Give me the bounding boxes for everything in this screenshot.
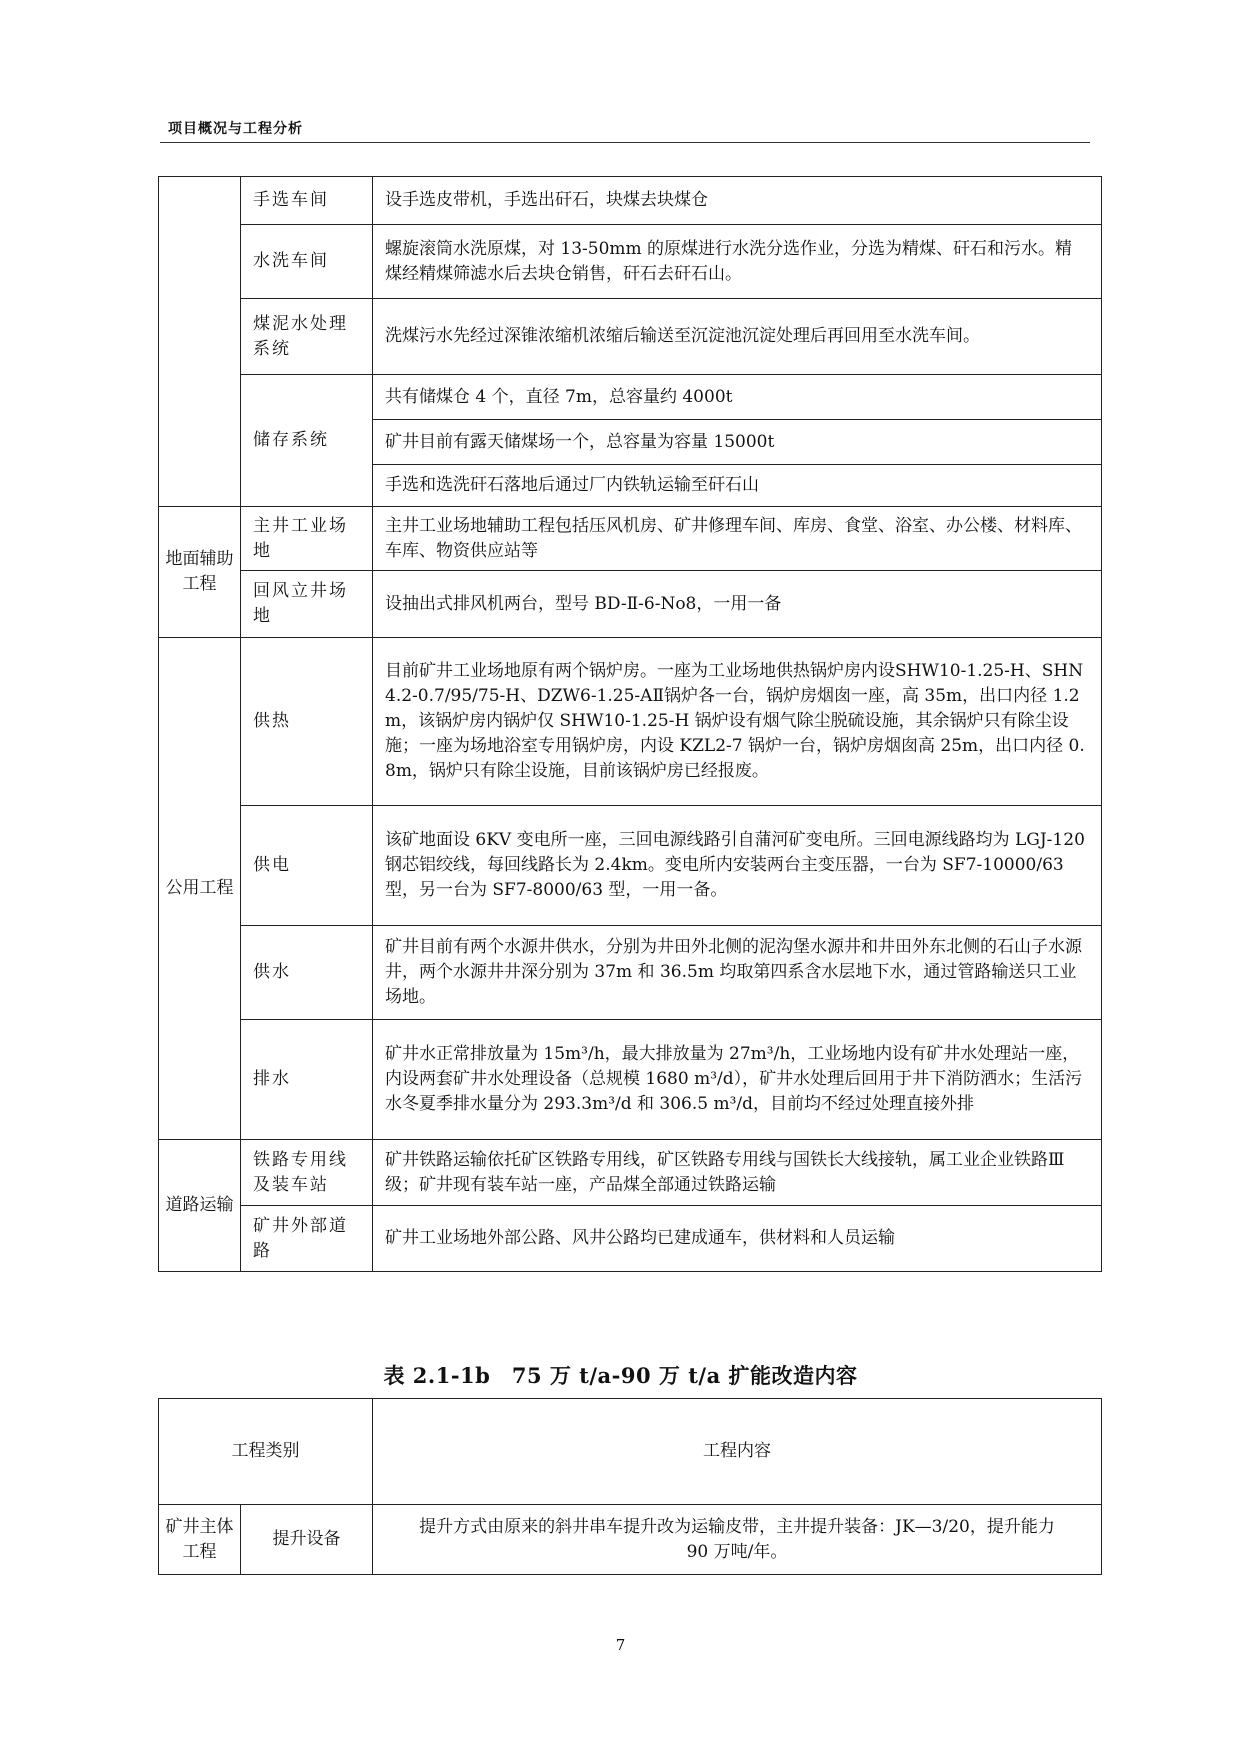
subcategory-cell: 煤泥水处理系统: [241, 299, 373, 375]
content-cell: 目前矿井工业场地原有两个锅炉房。一座为工业场地供热锅炉房内设SHW10-1.25-H、SHN4.2-0.7/95/75-H、DZW6-1.25-AⅡ锅炉各一台，锅炉房烟囱一座，高 35m，出口内径 1.2m，该锅炉房内锅炉仅 SHW10-1.25-H 锅炉设有烟气除尘脱硫设施，其余锅炉只有除尘设施；一座为场地浴室专用锅炉房，内设 KZL2-7 锅炉一台，锅炉房烟囱高 25m，出口内径 0.8m，锅炉只有除尘设施，目前该锅炉房已经报废。: [373, 638, 1102, 806]
subcategory-cell: 水洗车间: [241, 225, 373, 299]
subcategory-cell: 供热: [241, 638, 373, 806]
content-cell: 提升方式由原来的斜井串车提升改为运输皮带，主井提升装备：JK—3/20，提升能力 90 万吨/年。: [373, 1505, 1102, 1575]
content-cell: 主井工业场地辅助工程包括压风机房、矿井修理车间、库房、食堂、浴室、办公楼、材料库、车库、物资供应站等: [373, 507, 1102, 571]
table-caption: 表 2.1-1b 75 万 t/a-90 万 t/a 扩能改造内容: [383, 1363, 858, 1388]
header-content: 工程内容: [373, 1399, 1102, 1505]
content-cell: 矿井工业场地外部公路、风井公路均已建成通车，供材料和人员运输: [373, 1206, 1102, 1272]
content-cell: 设抽出式排风机两台，型号 BD-Ⅱ-6-No8，一用一备: [373, 571, 1102, 638]
page-header-title: 项目概况与工程分析: [168, 121, 303, 137]
category-cell: 道路运输: [159, 1140, 241, 1272]
category-cell: 地面辅助工程: [159, 507, 241, 638]
subcategory-cell: 矿井外部道路: [241, 1206, 373, 1272]
content-cell: 共有储煤仓 4 个，直径 7m，总容量约 4000t: [373, 375, 1102, 420]
content-cell: 设手选皮带机，手选出矸石，块煤去块煤仓: [373, 177, 1102, 225]
content-cell: 矿井水正常排放量为 15m³/h，最大排放量为 27m³/h，工业场地内设有矿井水处理站一座，内设两套矿井水处理设备（总规模 1680 m³/d），矿井水处理后回用于井下消防洒水；生活污水冬夏季排水量分为 293.3m³/d 和 306.5 m³/d，目前均不经过处理直接外排: [373, 1020, 1102, 1140]
category-cell: 矿井主体工程: [159, 1505, 241, 1575]
subcategory-cell: 铁路专用线及装车站: [241, 1140, 373, 1206]
table-row: [159, 571, 1102, 638]
table-row: [159, 225, 1102, 299]
subcategory-cell: 供水: [241, 926, 373, 1020]
category-cell: 公用工程: [159, 638, 241, 1140]
category-cell: [159, 177, 241, 507]
table-row: [159, 1020, 1102, 1140]
table-row: [159, 926, 1102, 1020]
table-row: [159, 1206, 1102, 1272]
subcategory-cell: 排水: [241, 1020, 373, 1140]
table-row: [159, 806, 1102, 926]
content-cell: 洗煤污水先经过深锥浓缩机浓缩后输送至沉淀池沉淀处理后再回用至水洗车间。: [373, 299, 1102, 375]
content-cell: 矿井目前有两个水源井供水，分别为井田外北侧的泥沟堡水源井和井田外东北侧的石山子水源井，两个水源井井深分别为 37m 和 36.5m 均取第四系含水层地下水，通过管路输送只工业场地。: [373, 926, 1102, 1020]
header-category: 工程类别: [159, 1399, 373, 1505]
table-row: [159, 507, 1102, 571]
table-row: [159, 1505, 1102, 1575]
expansion-content-table: [158, 1398, 1102, 1575]
content-cell: 矿井铁路运输依托矿区铁路专用线，矿区铁路专用线与国铁长大线接轨，属工业企业铁路Ⅲ级；矿井现有装车站一座，产品煤全部通过铁路运输: [373, 1140, 1102, 1206]
subcategory-cell: 储存系统: [241, 375, 373, 507]
subcategory-cell: 手选车间: [241, 177, 373, 225]
table-row: [159, 177, 1102, 225]
table-row: [159, 1140, 1102, 1206]
project-composition-table: [158, 176, 1102, 1272]
table-row: [159, 375, 1102, 420]
content-cell: 螺旋滚筒水洗原煤，对 13-50mm 的原煤进行水洗分选作业，分选为精煤、矸石和污水。精煤经精煤筛滤水后去块仓销售，矸石去矸石山。: [373, 225, 1102, 299]
content-cell: 矿井目前有露天储煤场一个，总容量为容量 15000t: [373, 420, 1102, 465]
table-row: [159, 299, 1102, 375]
page-number: 7: [615, 1636, 626, 1654]
subcategory-cell: 主井工业场地: [241, 507, 373, 571]
content-cell: 手选和选洗矸石落地后通过厂内铁轨运输至矸石山: [373, 465, 1102, 507]
subcategory-cell: 回风立井场地: [241, 571, 373, 638]
subcategory-cell: 供电: [241, 806, 373, 926]
content-cell: 该矿地面设 6KV 变电所一座，三回电源线路引自蒲河矿变电所。三回电源线路均为 LGJ-120 钢芯铝绞线，每回线路长为 2.4km。变电所内安装两台主变压器，一台为 SF7-10000/63 型，另一台为 SF7-8000/63 型，一用一备。: [373, 806, 1102, 926]
header-divider: [160, 142, 1090, 143]
table-row: [159, 638, 1102, 806]
table-header-row: [159, 1399, 1102, 1505]
subcategory-cell: 提升设备: [241, 1505, 373, 1575]
